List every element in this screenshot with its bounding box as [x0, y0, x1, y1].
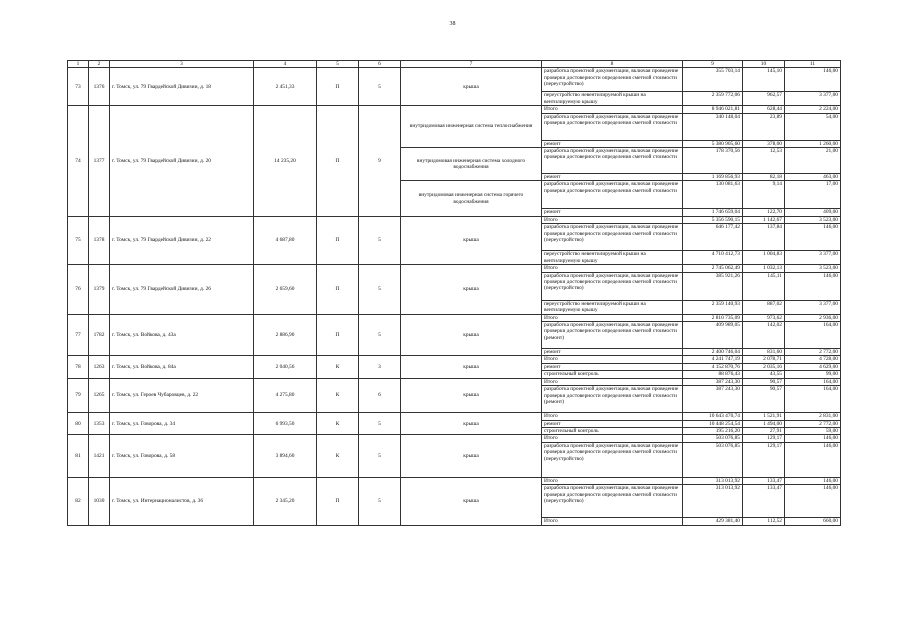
header-cell-3: 3 [110, 61, 254, 68]
work-type: разработка проектной документации, включая проведение проверки достоверности определения сметной стоимости (переустройство) [542, 442, 683, 477]
cost-per-sqm: 628,44 [743, 106, 785, 113]
work-type: Итого [542, 518, 683, 525]
cost-per-sqm: 973,62 [743, 314, 785, 321]
cost-total: 385 921,26 [683, 272, 743, 300]
work-type: ремонт [542, 209, 683, 216]
cost-limit: 1 260,00 [785, 140, 841, 147]
cost-limit: 146,00 [785, 442, 841, 477]
work-type: Итого [542, 477, 683, 484]
system-name: крыша [401, 314, 542, 356]
header-cell-8: 8 [542, 61, 683, 68]
system-name: внутридомовая инженерная система горячего водоснабжения [401, 181, 542, 216]
cost-limit: 2 831,00 [785, 413, 841, 420]
floor-count: 5 [359, 413, 401, 435]
cost-limit: 3 523,00 [785, 216, 841, 223]
cost-per-sqm: 133,47 [743, 485, 785, 518]
system-name: крыша [401, 413, 542, 435]
cost-per-sqm: 145,10 [743, 68, 785, 92]
house-address: г. Томск, ул. Войкова, д. 84а [110, 356, 254, 378]
cost-limit: 3 523,00 [785, 265, 841, 272]
work-type: Итого [542, 435, 683, 442]
header-cell-9: 9 [683, 61, 743, 68]
cost-per-sqm: 23,89 [743, 113, 785, 140]
cost-total: 4 710 412,73 [683, 251, 743, 265]
table-row [68, 413, 841, 420]
cost-total: 5 356 590,15 [683, 216, 743, 223]
work-type: Итого [542, 413, 683, 420]
house-code: 1379 [89, 265, 110, 314]
cost-limit: 2 224,00 [785, 106, 841, 113]
cost-per-sqm: 962,57 [743, 92, 785, 106]
cost-total: 355 703,14 [683, 68, 743, 92]
table-row [68, 477, 841, 484]
cost-limit: 463,00 [785, 174, 841, 181]
cost-total: 5 380 905,60 [683, 140, 743, 147]
house-class: К [317, 413, 359, 435]
row-number: 81 [68, 435, 89, 477]
cost-total: 2 810 735,09 [683, 314, 743, 321]
house-code: 1353 [89, 413, 110, 435]
row-number: 73 [68, 68, 89, 106]
table-row [68, 356, 841, 363]
work-type: Итого [542, 216, 683, 223]
header-cell-2: 2 [89, 61, 110, 68]
cost-limit: 2 936,00 [785, 314, 841, 321]
house-address: г. Томск, ул. Говорова, д. 58 [110, 435, 254, 477]
house-code: 1376 [89, 68, 110, 106]
cost-total: 313 013,92 [683, 485, 743, 518]
cost-per-sqm: 112,52 [743, 518, 785, 525]
table-row [68, 314, 841, 321]
cost-per-sqm: 129,17 [743, 442, 785, 477]
cost-total: 409 989,05 [683, 322, 743, 349]
cost-total: 1 169 856,93 [683, 174, 743, 181]
row-number: 74 [68, 106, 89, 217]
table-row [68, 216, 841, 223]
cost-limit: 3 377,00 [785, 300, 841, 314]
cost-limit: 164,00 [785, 386, 841, 413]
work-type: Итого [542, 265, 683, 272]
house-class: К [317, 435, 359, 477]
header-cell-6: 6 [359, 61, 401, 68]
cost-per-sqm: 1 142,67 [743, 216, 785, 223]
cost-total: 130 081,63 [683, 181, 743, 209]
header-cell-4: 4 [254, 61, 317, 68]
cost-per-sqm: 90,57 [743, 378, 785, 385]
work-type: разработка проектной документации, включая проведение проверки достоверности определения сметной стоимости [542, 181, 683, 209]
house-class: К [317, 378, 359, 412]
cost-limit: 164,00 [785, 322, 841, 349]
house-area: 2 040,56 [254, 356, 317, 378]
cost-per-sqm: 43,55 [743, 371, 785, 378]
house-code: 1263 [89, 356, 110, 378]
header-cell-1: 1 [68, 61, 89, 68]
cost-per-sqm: 2 035,16 [743, 363, 785, 370]
row-number: 80 [68, 413, 89, 435]
cost-limit: 146,00 [785, 477, 841, 484]
cost-total: 1 746 659,04 [683, 209, 743, 216]
work-type: разработка проектной документации, включая проведение проверки достоверности определения сметной стоимости (переустройство) [542, 224, 683, 251]
house-class: П [317, 314, 359, 356]
work-type: разработка проектной документации, включая проведение проверки достоверности определения сметной стоимости (переустройство) [542, 272, 683, 300]
work-type: переустройство невентилируемой крыши на вентилируемую крышу [542, 300, 683, 314]
cost-total: 340 148,04 [683, 113, 743, 140]
cost-limit: 3 377,00 [785, 92, 841, 106]
cost-per-sqm: 122,70 [743, 209, 785, 216]
house-area: 14 235,20 [254, 106, 317, 217]
cost-per-sqm: 82,18 [743, 174, 785, 181]
row-number: 75 [68, 216, 89, 264]
cost-limit: 17,00 [785, 181, 841, 209]
header-cell-5: 5 [317, 61, 359, 68]
header-row [68, 61, 841, 68]
house-code: 1378 [89, 216, 110, 264]
work-type: Итого [542, 356, 683, 363]
row-number: 77 [68, 314, 89, 356]
work-type: строительный контроль [542, 427, 683, 434]
work-type: переустройство невентилируемой крыши на вентилируемую крышу [542, 92, 683, 106]
cost-limit: 164,00 [785, 378, 841, 385]
work-type: ремонт [542, 420, 683, 427]
house-area: 2 886,90 [254, 314, 317, 356]
cost-limit: 146,00 [785, 68, 841, 92]
floor-count: 5 [359, 265, 401, 314]
house-code: 1782 [89, 314, 110, 356]
house-code: 1421 [89, 435, 110, 477]
floor-count: 3 [359, 356, 401, 378]
house-area: 4 687,80 [254, 216, 317, 264]
cost-limit: 54,00 [785, 113, 841, 140]
house-address: г. Томск, ул. 79 Гвардейской Дивизии, д. 22 [110, 216, 254, 264]
cost-limit: 660,00 [785, 518, 841, 525]
cost-per-sqm: 137,84 [743, 224, 785, 251]
system-name: крыша [401, 477, 542, 525]
house-class: П [317, 216, 359, 264]
cost-limit: 2 772,00 [785, 420, 841, 427]
cost-per-sqm: 27,91 [743, 427, 785, 434]
house-class: П [317, 68, 359, 106]
cost-per-sqm: 142,02 [743, 322, 785, 349]
cost-per-sqm: 9,14 [743, 181, 785, 209]
cost-per-sqm: 378,00 [743, 140, 785, 147]
work-type: ремонт [542, 349, 683, 356]
cost-per-sqm: 129,17 [743, 435, 785, 442]
system-name: крыша [401, 435, 542, 477]
floor-count: 9 [359, 106, 401, 217]
cost-per-sqm: 12,53 [743, 148, 785, 174]
house-address: г. Томск, ул. 79 Гвардейской Дивизии, д. 20 [110, 106, 254, 217]
floor-count: 5 [359, 314, 401, 356]
house-area: 6 993,50 [254, 413, 317, 435]
system-name: внутридомовая инженерная система холодного водоснабжения [401, 148, 542, 181]
system-name: крыша [401, 216, 542, 264]
cost-per-sqm: 1 032,13 [743, 265, 785, 272]
work-type: Итого [542, 106, 683, 113]
cost-total: 646 177,42 [683, 224, 743, 251]
house-class: К [317, 356, 359, 378]
cost-total: 10 643 470,74 [683, 413, 743, 420]
house-address: г. Томск, ул. Героев Чубаровцев, д. 22 [110, 378, 254, 412]
table-row [68, 68, 841, 92]
work-type: разработка проектной документации, включая проведение проверки достоверности определения сметной стоимости (ремонт) [542, 322, 683, 349]
cost-total: 195 216,20 [683, 427, 743, 434]
cost-limit: 2 772,00 [785, 349, 841, 356]
header-cell-7: 7 [401, 61, 542, 68]
house-address: г. Томск, ул. 79 Гвардейской Дивизии, д. 18 [110, 68, 254, 106]
work-type: разработка проектной документации, включая проведение проверки достоверности определения сметной стоимости [542, 148, 683, 174]
cost-total: 503 076,85 [683, 442, 743, 477]
house-class: П [317, 265, 359, 314]
house-code: 1265 [89, 378, 110, 412]
page-number: 38 [449, 21, 456, 27]
cost-per-sqm: 887,02 [743, 300, 785, 314]
system-name: внутридомовая инженерная система теплоснабжения [401, 106, 542, 148]
house-area: 4 275,80 [254, 378, 317, 412]
cost-total: 503 076,85 [683, 435, 743, 442]
cost-limit: 146,00 [785, 485, 841, 518]
cost-total: 429 381,40 [683, 518, 743, 525]
cost-limit: 21,00 [785, 148, 841, 174]
system-name: крыша [401, 68, 542, 106]
table-row [68, 435, 841, 442]
floor-count: 5 [359, 216, 401, 264]
cost-total: 387 243,30 [683, 386, 743, 413]
system-name: крыша [401, 356, 542, 378]
house-class: П [317, 106, 359, 217]
house-address: г. Томск, ул. 79 Гвардейской Дивизии, д. 26 [110, 265, 254, 314]
cost-total: 4 152 870,76 [683, 363, 743, 370]
house-area: 2 451,33 [254, 68, 317, 106]
table-row [68, 378, 841, 385]
table-body [68, 61, 841, 526]
floor-count: 6 [359, 378, 401, 412]
cost-per-sqm: 831,60 [743, 349, 785, 356]
cost-per-sqm: 145,11 [743, 272, 785, 300]
table-row [68, 265, 841, 272]
cost-limit: 409,00 [785, 209, 841, 216]
cost-total: 8 946 021,81 [683, 106, 743, 113]
floor-count: 5 [359, 477, 401, 525]
cost-total: 2 745 062,49 [683, 265, 743, 272]
house-area: 2 659,60 [254, 265, 317, 314]
work-type: разработка проектной документации, включая проведение проверки достоверности определения сметной стоимости [542, 113, 683, 140]
row-number: 78 [68, 356, 89, 378]
cost-total: 2 359 140,93 [683, 300, 743, 314]
row-number: 82 [68, 477, 89, 525]
house-address: г. Томск, ул. Говорова, д. 34 [110, 413, 254, 435]
house-code: 1377 [89, 106, 110, 217]
house-code: 1030 [89, 477, 110, 525]
row-number: 79 [68, 378, 89, 412]
cost-limit: 3 377,00 [785, 251, 841, 265]
house-address: г. Томск, ул. Войкова, д. 43а [110, 314, 254, 356]
work-type: ремонт [542, 174, 683, 181]
house-class: П [317, 477, 359, 525]
cost-total: 2 400 746,04 [683, 349, 743, 356]
cost-limit: 146,00 [785, 435, 841, 442]
row-number: 76 [68, 265, 89, 314]
cost-limit: 146,00 [785, 224, 841, 251]
header-cell-11: 11 [785, 61, 841, 68]
cost-limit: 99,00 [785, 371, 841, 378]
system-name: крыша [401, 378, 542, 412]
cost-limit: 146,00 [785, 272, 841, 300]
header-cell-10: 10 [743, 61, 785, 68]
work-type: переустройство невентилируемой крыши на вентилируемую крышу [542, 251, 683, 265]
house-area: 3 894,60 [254, 435, 317, 477]
work-type: ремонт [542, 363, 683, 370]
floor-count: 5 [359, 68, 401, 106]
cost-total: 10 448 254,54 [683, 420, 743, 427]
cost-total: 88 876,43 [683, 371, 743, 378]
cost-total: 178 370,56 [683, 148, 743, 174]
cost-per-sqm: 1 494,00 [743, 420, 785, 427]
capital-repair-table [67, 60, 841, 526]
work-type: Итого [542, 314, 683, 321]
cost-total: 4 241 747,19 [683, 356, 743, 363]
cost-per-sqm: 1 004,83 [743, 251, 785, 265]
cost-limit: 4 629,00 [785, 363, 841, 370]
table-row [68, 106, 841, 113]
work-type: разработка проектной документации, включая проведение проверки достоверности определения сметной стоимости (ремонт) [542, 386, 683, 413]
cost-total: 313 013,92 [683, 477, 743, 484]
house-area: 2 345,20 [254, 477, 317, 525]
work-type: разработка проектной документации, включая проведение проверки достоверности определения сметной стоимости (переустройство) [542, 68, 683, 92]
work-type: ремонт [542, 140, 683, 147]
work-type: разработка проектной документации, включая проведение проверки достоверности определения сметной стоимости (переустройство) [542, 485, 683, 518]
cost-total: 2 359 772,06 [683, 92, 743, 106]
cost-per-sqm: 90,57 [743, 386, 785, 413]
system-name: крыша [401, 265, 542, 314]
work-type: Итого [542, 378, 683, 385]
work-type: строительный контроль [542, 371, 683, 378]
cost-per-sqm: 133,47 [743, 477, 785, 484]
cost-per-sqm: 1 521,91 [743, 413, 785, 420]
cost-limit: 4 728,00 [785, 356, 841, 363]
cost-total: 387 243,30 [683, 378, 743, 385]
floor-count: 5 [359, 435, 401, 477]
cost-per-sqm: 2 078,71 [743, 356, 785, 363]
house-address: г. Томск, ул. Интернационалистов, д. 36 [110, 477, 254, 525]
cost-limit: 59,00 [785, 427, 841, 434]
